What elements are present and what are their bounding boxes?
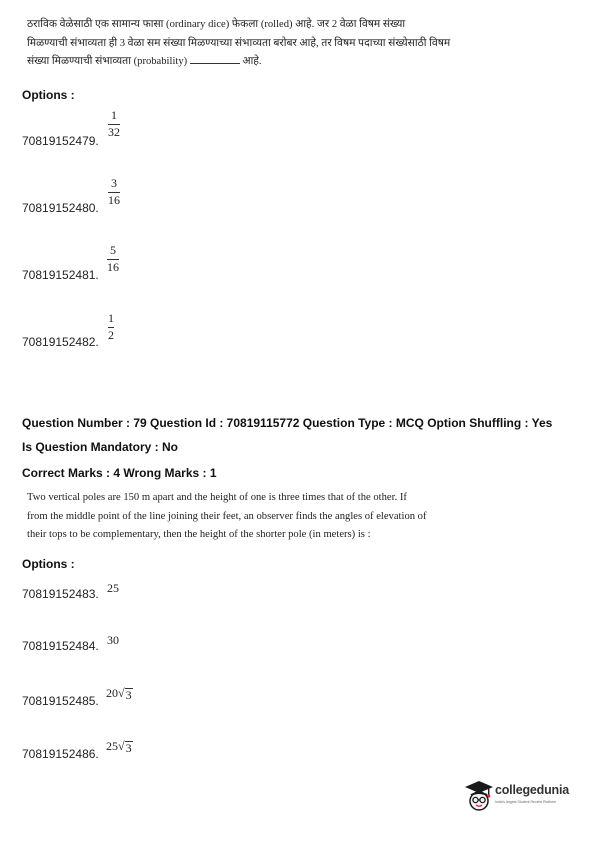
- fraction-numerator: 1: [111, 108, 117, 122]
- question-78-line-3: [27, 53, 467, 72]
- question-79-mandatory: Is Question Mandatory : No: [22, 440, 179, 454]
- sqrt-coefficient: 25: [106, 739, 118, 753]
- question-79-text: [27, 489, 467, 545]
- option-value: [106, 739, 133, 754]
- question-78-text: [27, 16, 467, 72]
- option-id: 70819152482.: [22, 335, 99, 349]
- fraction-denominator: 32: [108, 125, 120, 139]
- sqrt-radicand: 3: [125, 688, 132, 702]
- question-78-line-1: ठराविक वेळेसाठी एक सामान्य फासा (ordinary dice) फेकला (rolled) आहे. जर 2 वेळा विषम संख्या: [27, 19, 406, 30]
- graduate-mascot-icon: [464, 780, 494, 814]
- sqrt-icon: √: [118, 739, 125, 753]
- option-id: 70819152486.: [22, 747, 99, 761]
- collegedunia-logo: [464, 778, 584, 816]
- sqrt-expression: [106, 686, 133, 701]
- option-fraction: [108, 109, 120, 139]
- options-label-q79: Options :: [22, 557, 75, 571]
- question-79-line-3: their tops to be complementary, then the height of the shorter pole (in meters) is :: [27, 529, 371, 540]
- fraction-denominator: 16: [107, 260, 119, 274]
- option-value: 25: [107, 581, 119, 595]
- sqrt-radicand: 3: [125, 741, 132, 755]
- question-79-header: Question Number : 79 Question Id : 70819115772 Question Type : MCQ Option Shuffling : Yes: [22, 416, 553, 430]
- fraction-denominator: 2: [108, 328, 114, 342]
- option-id: 70819152481.: [22, 268, 99, 282]
- question-79-marks: Correct Marks : 4 Wrong Marks : 1: [22, 466, 217, 480]
- logo-wordmark: collegedunia: [495, 783, 570, 797]
- question-78-line-2: मिळण्याची संभाव्यता ही 3 वेळा सम संख्या मिळण्याच्या संभाव्यता बरोबर आहे, तर विषम पदाच्या संख्येसाठी विषम: [27, 37, 451, 49]
- options-label-q78: Options :: [22, 88, 75, 102]
- option-fraction: [107, 244, 119, 274]
- question-78-line-3-end: आहे.: [242, 56, 262, 67]
- option-id: 70819152483.: [22, 587, 99, 601]
- fraction-numerator: 5: [110, 243, 116, 257]
- sqrt-icon: √: [118, 686, 125, 700]
- option-id: 70819152479.: [22, 134, 99, 148]
- sqrt-expression: [106, 739, 133, 754]
- fraction-numerator: 1: [108, 311, 114, 325]
- question-79-line-1: Two vertical poles are 150 m apart and the height of one is three times that of the other. If: [27, 492, 407, 503]
- fraction-numerator: 3: [111, 176, 117, 190]
- option-fraction: [108, 177, 120, 207]
- option-fraction: [108, 312, 114, 342]
- option-id: 70819152484.: [22, 639, 99, 653]
- option-id: 70819152480.: [22, 201, 99, 215]
- sqrt-coefficient: 20: [106, 686, 118, 700]
- question-78-line-3-start: संख्या मिळण्याची संभाव्यता (probability): [27, 56, 188, 67]
- fraction-denominator: 16: [108, 193, 120, 207]
- logo-tagline: India's largest Student Review Platform: [495, 800, 556, 804]
- option-id: 70819152485.: [22, 694, 99, 708]
- answer-blank: [190, 54, 240, 64]
- question-79-line-2: from the middle point of the line joining their feet, an observer finds the angles of elevation of: [27, 510, 427, 522]
- option-value: 30: [107, 633, 119, 647]
- option-value: [106, 686, 133, 701]
